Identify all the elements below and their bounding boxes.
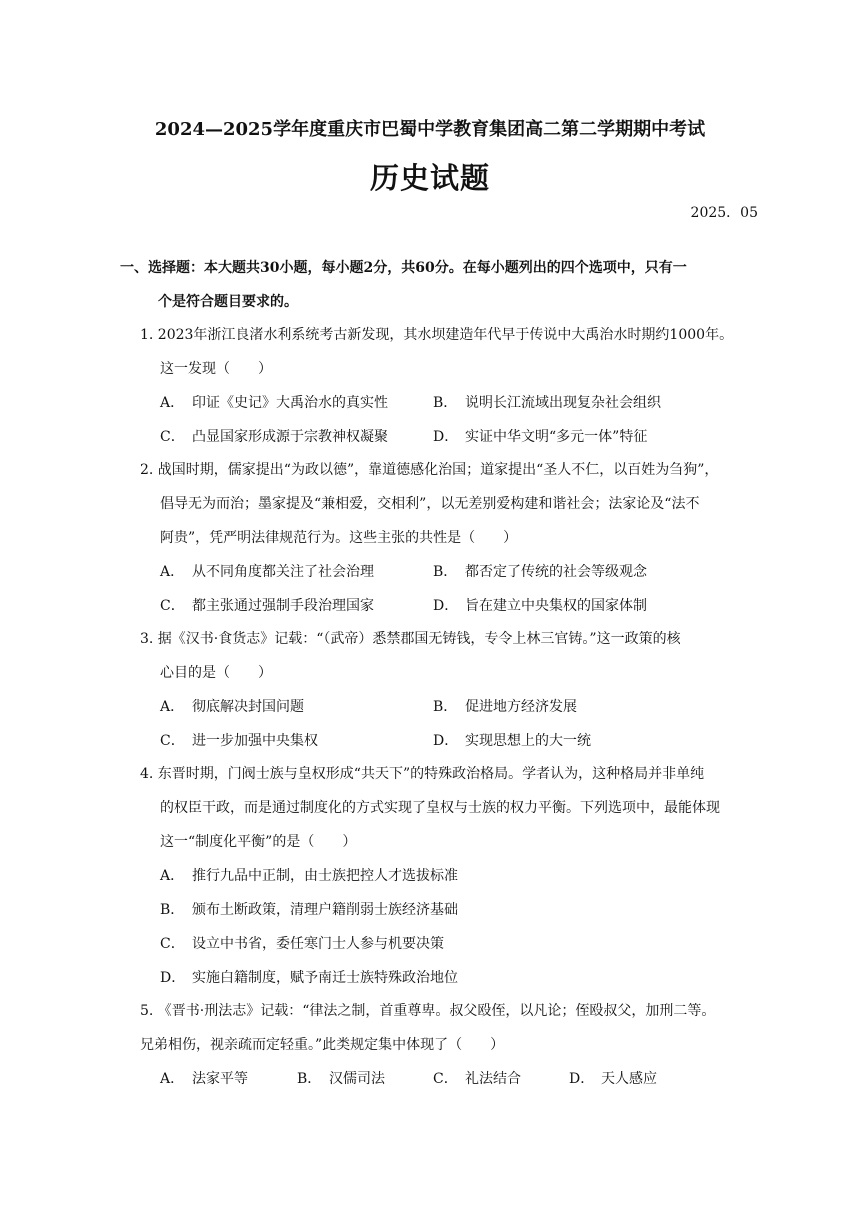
option-a: A． 从不同角度都关注了社会治理	[160, 564, 374, 580]
option-c: C． 凸显国家形成源于宗教神权凝聚	[160, 429, 388, 445]
option-a: A． 推行九品中正制，由士族把控人才选拔标准	[160, 868, 458, 884]
option-d: D． 实现思想上的大一统	[433, 733, 591, 749]
subject-title: 历史试题	[369, 161, 490, 195]
question-1	[140, 318, 740, 386]
option-b: B． 促进地方经济发展	[433, 699, 577, 715]
option-a: A． 彻底解决封国问题	[160, 699, 304, 715]
question-5-stem-line1: 5. 《晋书·刑法志》记载：“律法之制，首重尊卑。叔父殴侄，以凡论；侄殴叔父，加刑二等。	[140, 1003, 716, 1019]
question-3	[140, 622, 740, 690]
option-d: D． 实证中华文明“多元一体”特征	[433, 429, 648, 445]
question-4-stem-line1: 4. 东晋时期，门阀士族与皇权形成“共天下”的特殊政治格局。学者认为，这种格局并非单纯	[140, 766, 705, 782]
question-3-stem-line1: 3. 据《汉书·食货志》记载：“（武帝）悉禁郡国无铸钱，专令上林三官铸。”这一政策的核	[140, 631, 681, 647]
question-2	[140, 453, 740, 555]
question-4-stem-line3: 这一“制度化平衡”的是（ ）	[160, 834, 357, 850]
question-2-stem-line2: 倡导无为而治；墨家提及“兼相爱，交相利”，以无差别爱构建和谐社会；法家论及“法不	[160, 496, 700, 512]
question-3-stem-line2: 心目的是（ ）	[160, 665, 272, 681]
question-2-stem-line1: 2. 战国时期，儒家提出“为政以德”，靠道德感化治国；道家提出“圣人不仁，以百姓为刍狗”，	[140, 462, 719, 478]
option-b: B． 颁布土断政策，清理户籍削弱士族经济基础	[160, 902, 458, 918]
option-c: C． 设立中书省，委任寒门士人参与机要决策	[160, 936, 444, 952]
option-d: D． 实施白籍制度，赋予南迁士族特殊政治地位	[160, 970, 458, 986]
option-b: B． 汉儒司法	[297, 1071, 385, 1087]
section-heading-line2: 个是符合题目要求的。	[158, 294, 298, 310]
option-d: D． 天人感应	[569, 1071, 657, 1087]
section-heading	[120, 251, 742, 319]
option-b: B． 都否定了传统的社会等级观念	[433, 564, 647, 580]
question-1-stem-line1: 1. 2023年浙江良渚水利系统考古新发现，其水坝建造年代早于传说中大禹治水时期约1000年。	[140, 327, 734, 343]
exam-title: 2024—2025学年度重庆市巴蜀中学教育集团高二第二学期期中考试	[154, 119, 706, 140]
question-2-stem-line3: 阿贵”，凭严明法律规范行为。这些主张的共性是（ ）	[160, 530, 518, 546]
option-a: A． 印证《史记》大禹治水的真实性	[160, 395, 388, 411]
question-4	[140, 757, 740, 859]
option-c: C． 进一步加强中央集权	[160, 733, 318, 749]
option-b: B． 说明长江流域出现复杂社会组织	[433, 395, 661, 411]
question-5	[140, 994, 740, 1062]
question-4-stem-line2: 的权臣干政，而是通过制度化的方式实现了皇权与士族的权力平衡。下列选项中，最能体现	[160, 800, 720, 816]
question-5-stem-line2: 兄弟相伤，视亲疏而定轻重。”此类规定集中体现了（ ）	[140, 1037, 505, 1053]
option-c: C． 都主张通过强制手段治理国家	[160, 598, 374, 614]
option-a: A． 法家平等	[160, 1071, 248, 1087]
question-1-stem-line2: 这一发现（ ）	[160, 361, 272, 377]
option-d: D． 旨在建立中央集权的国家体制	[433, 598, 647, 614]
option-c: C． 礼法结合	[433, 1071, 521, 1087]
section-heading-line1: 一、选择题：本大题共30小题，每小题2分，共60分。在每小题列出的四个选项中，只有一	[120, 260, 687, 276]
exam-date: 2025．05	[690, 205, 758, 221]
